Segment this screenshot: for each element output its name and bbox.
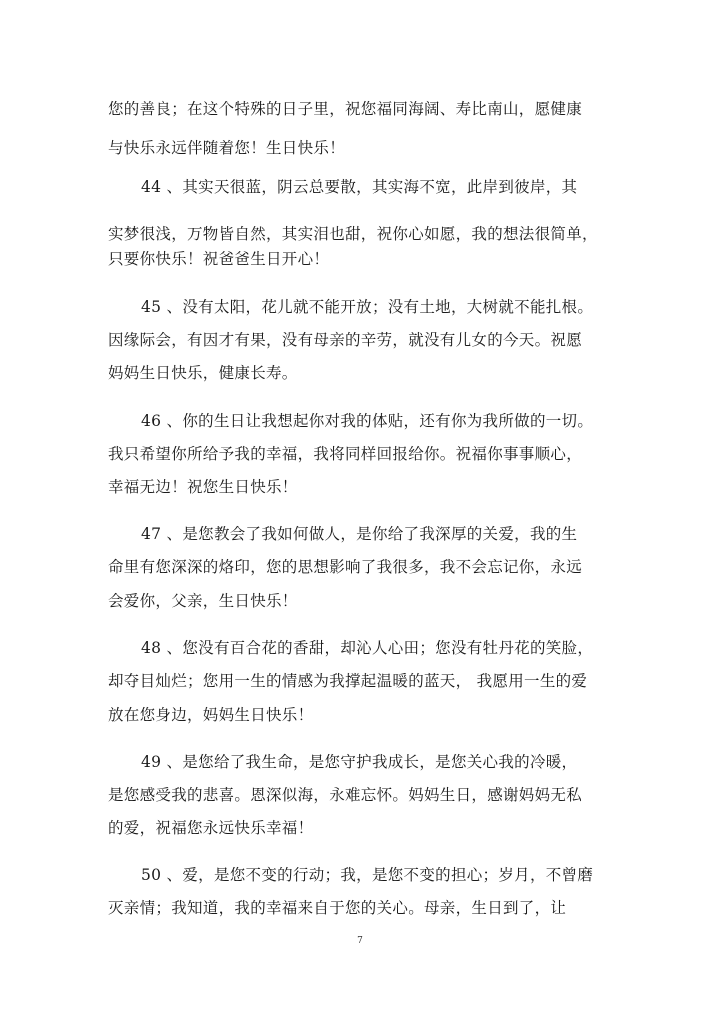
text-line: 会爱你，父亲，生日快乐！: [108, 592, 298, 610]
paragraph-44-first-line: 44 、其实天很蓝，阴云总要散，其实海不宽，此岸到彼岸，其: [141, 178, 578, 196]
text-line: 实梦很浅，万物皆自然，其实泪也甜，祝你心如愿，我的想法很简单，: [108, 225, 598, 243]
text-line: 灭亲情；我知道，我的幸福来自于您的关心。母亲，生日到了，让: [108, 899, 567, 917]
text-line: 与快乐永远伴随着您！生日快乐！: [108, 139, 346, 157]
paragraph-50-first-line: 50 、爱，是您不变的行动；我，是您不变的担心；岁月，不曾磨: [141, 866, 594, 884]
text-line: 因缘际会，有因才有果，没有母亲的辛劳，就没有儿女的今天。祝愿: [108, 331, 583, 349]
text-line: 命里有您深深的烙印，您的思想影响了我很多，我不会忘记你，永远: [108, 558, 583, 576]
text-line: 幸福无边！祝您生日快乐！: [108, 478, 298, 496]
text-line: 的爱，祝福您永远快乐幸福！: [108, 819, 314, 837]
text-line: 您的善良；在这个特殊的日子里，祝您福同海阔、寿比南山，愿健康: [108, 100, 583, 118]
paragraph-45-first-line: 45 、没有太阳，花儿就不能开放；没有土地，大树就不能扎根。: [141, 298, 594, 316]
page-number: 7: [357, 936, 363, 946]
text-line: 我只希望你所给予我的幸福，我将同样回报给你。祝福你事事顺心，: [108, 445, 583, 463]
text-line: 放在您身边，妈妈生日快乐！: [108, 706, 314, 724]
text-line: 只要你快乐！祝爸爸生日开心！: [108, 250, 330, 268]
paragraph-46-first-line: 46 、你的生日让我想起你对我的体贴，还有你为我所做的一切。: [141, 412, 594, 430]
text-line: 妈妈生日快乐，健康长寿。: [108, 364, 298, 382]
text-line: 是您感受我的悲喜。恩深似海，永难忘怀。妈妈生日，感谢妈妈无私: [108, 786, 583, 804]
paragraph-49-first-line: 49 、是您给了我生命，是您守护我成长，是您关心我的冷暖，: [141, 753, 578, 771]
paragraph-48-first-line: 48 、您没有百合花的香甜，却沁人心田；您没有牡丹花的笑脸，: [141, 639, 594, 657]
text-line: 却夺目灿烂；您用一生的情感为我撑起温暖的蓝天， 我愿用一生的爱: [108, 672, 588, 690]
paragraph-47-first-line: 47 、是您教会了我如何做人，是你给了我深厚的关爱，我的生: [141, 525, 578, 543]
